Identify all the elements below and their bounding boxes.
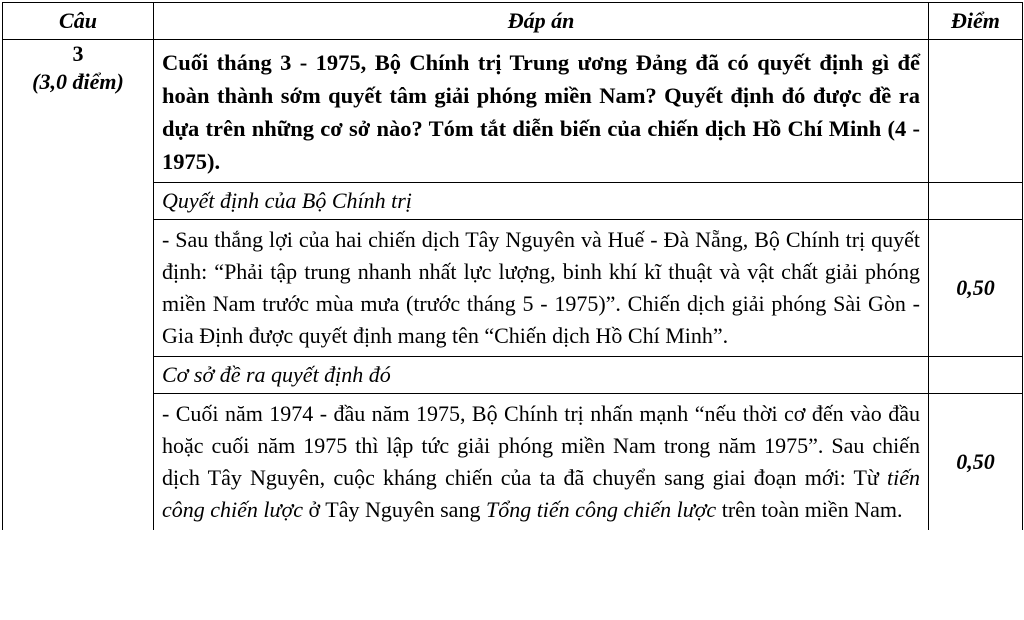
header-dap-an: Đáp án (154, 3, 929, 40)
section-content (154, 394, 928, 530)
section-heading-score-cell (929, 357, 1023, 394)
question-score-cell (929, 40, 1023, 183)
answer-table (2, 2, 1023, 530)
question-number-cell (3, 40, 154, 531)
section-content-row (3, 220, 1023, 357)
section-content-row (3, 394, 1023, 531)
section-content: - Sau thắng lợi của hai chiến dịch Tây Nguyên và Huế - Đà Nẵng, Bộ Chính trị quyết định: “Phải tập trung nhanh nhất lực lượng, binh khí kĩ thuật và vật chất giải phóng miền Nam trước mùa mưa (trước tháng 5 - 1975)”. Chiến dịch giải phóng Sài Gòn - Gia Định được quyết định mang tên “Chiến dịch Hồ Chí Minh”. (162, 227, 920, 348)
section-content-cell (154, 394, 929, 531)
header-diem: Điểm (929, 3, 1023, 40)
section-heading: Quyết định của Bộ Chính trị (162, 188, 412, 213)
content-text: ở Tây Nguyên sang (303, 497, 486, 522)
question-points: (3,0 điểm) (32, 69, 124, 94)
section-heading-row (3, 183, 1023, 220)
section-heading-score-cell (929, 183, 1023, 220)
section-heading: Cơ sở đề ra quyết định đó (162, 362, 391, 387)
content-text: trên toàn miền Nam. (716, 497, 903, 522)
content-emphasis: tiến công chiến lược (162, 465, 920, 522)
section-heading-row (3, 357, 1023, 394)
header-cau: Câu (3, 3, 154, 40)
header-row (3, 3, 1023, 40)
section-content-cell (154, 220, 929, 357)
content-emphasis: Tổng tiến công chiến lược (485, 497, 717, 522)
content-text: - Cuối năm 1974 - đầu năm 1975, Bộ Chính trị nhấn mạnh “nếu thời cơ đến vào đầu hoặc cuối năm 1975 thì lập tức giải phóng miền Nam trong năm 1975”. Sau chiến dịch Tây Nguyên, cuộc kháng chiến của ta đã chuyển sang giai đoạn mới: Từ (162, 401, 920, 490)
section-score: 0,50 (929, 220, 1023, 357)
question-text-cell (154, 40, 929, 183)
question-row (3, 40, 1023, 183)
section-score: 0,50 (929, 394, 1023, 531)
question-number: 3 (72, 41, 84, 66)
section-heading-cell (154, 183, 929, 220)
question-text: Cuối tháng 3 - 1975, Bộ Chính trị Trung ương Đảng đã có quyết định gì để hoàn thành sớm quyết tâm giải phóng miền Nam? Quyết định đó được đề ra dựa trên những cơ sở nào? Tóm tắt diễn biến của chiến dịch Hồ Chí Minh (4 - 1975). (162, 50, 920, 174)
section-heading-cell (154, 357, 929, 394)
